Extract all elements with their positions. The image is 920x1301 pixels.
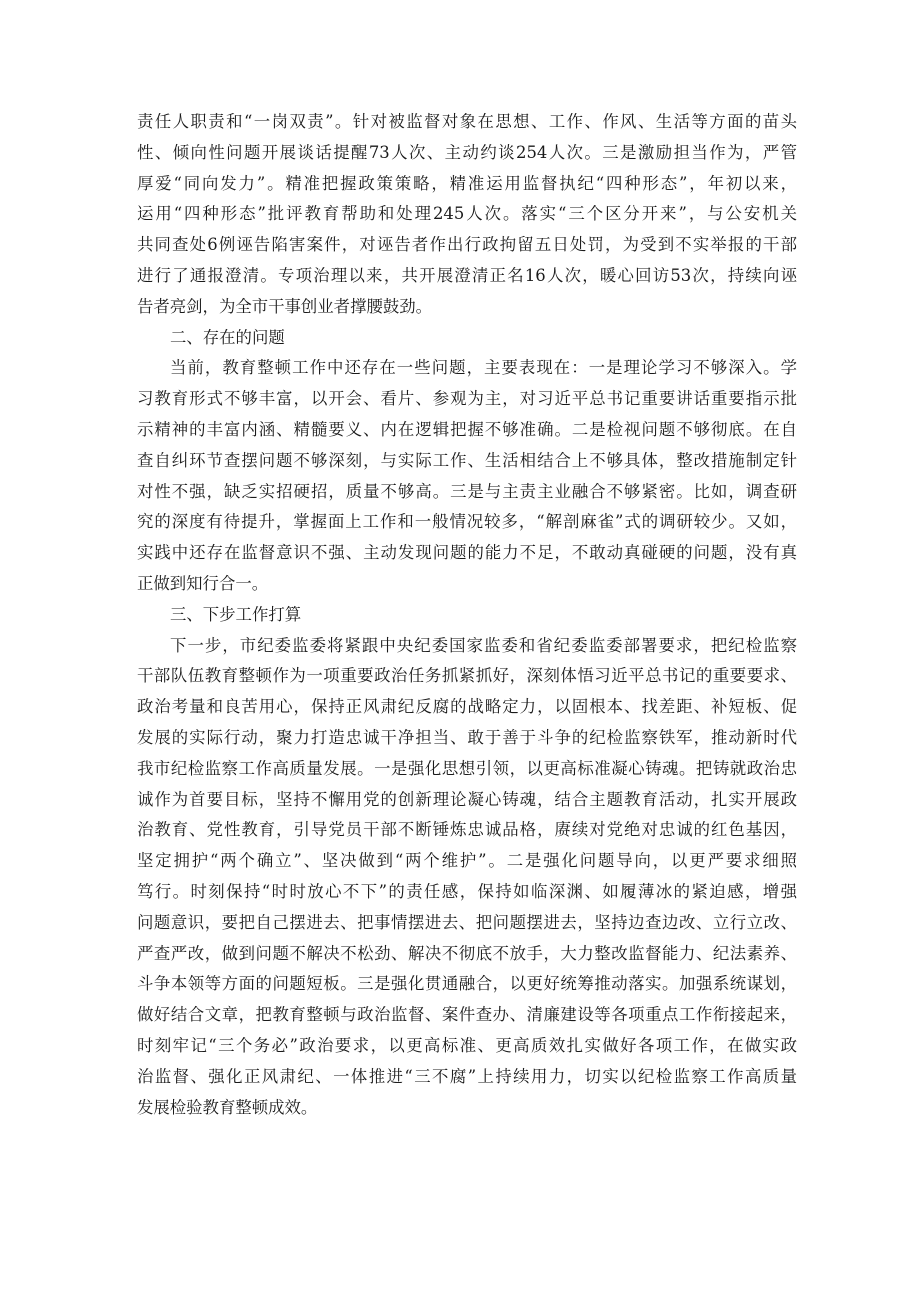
paragraph-line: 责任人职责和“一岗双责”。针对被监督对象在思想、工作、作风、生活等方面的苗头 [137, 112, 797, 131]
paragraph-line: 诚作为首要目标，坚持不懈用党的创新理论凝心铸魂，结合主题教育活动，扎实开展政 [137, 789, 797, 809]
paragraph-line: 我市纪检监察工作高质量发展。一是强化思想引领，以更高标准凝心铸魂。把铸就政治忠 [137, 758, 797, 778]
paragraph-line: 治监督、强化正风肃纪、一体推进“三不腐”上持续用力，切实以纪检监察工作高质量 [137, 1066, 797, 1086]
paragraph-line: 厚爱“同向发力”。精准把握政策策略，精准运用监督执纪“四种形态”，年初以来， [137, 173, 797, 193]
paragraph-line: 问题意识，要把自己摆进去、把事情摆进去、把问题摆进去，坚持边查边改、立行立改、 [137, 912, 797, 932]
paragraph-line: 干部队伍教育整顿作为一项重要政治任务抓紧抓好，深刻体悟习近平总书记的重要要求、 [137, 666, 797, 686]
document-page [137, 107, 797, 1123]
paragraph-line: 运用“四种形态”批评教育帮助和处理245人次。落实“三个区分开来”，与公安机关 [137, 204, 797, 224]
paragraph-line: 发展检验教育整顿成效。 [137, 1097, 318, 1117]
paragraph-line: 发展的实际行动，聚力打造忠诚干净担当、敢于善于斗争的纪检监察铁军，推动新时代 [137, 727, 797, 747]
paragraph-line: 查自纠环节查摆问题不够深刻，与实际工作、生活相结合上不够具体，整改措施制定针 [137, 450, 797, 470]
paragraph-line: 坚定拥护“两个确立”、坚决做到“两个维护”。二是强化问题导向，以更严要求细照 [137, 851, 797, 871]
paragraph-line: 究的深度有待提升，掌握面上工作和一般情况较多，“解剖麻雀”式的调研较少。又如， [137, 512, 797, 532]
paragraph-line: 示精神的丰富内涵、精髓要义、内在逻辑把握不够准确。二是检视问题不够彻底。在自 [137, 419, 797, 439]
paragraph-line: 性、倾向性问题开展谈话提醒73人次、主动约谈254人次。三是激励担当作为，严管 [137, 142, 797, 162]
paragraph-line: 政治考量和良苦用心，保持正风肃纪反腐的战略定力，以固根本、找差距、补短板、促 [137, 697, 797, 717]
paragraph-line: 共同查处6例诬告陷害案件，对诬告者作出行政拘留五日处罚，为受到不实举报的干部 [137, 235, 797, 255]
paragraph-line: 严查严改，做到问题不解决不松劲、解决不彻底不放手，大力整改监督能力、纪法素养、 [137, 943, 797, 963]
paragraph-line: 时刻牢记“三个务必”政治要求，以更高标准、更高质效扎实做好各项工作，在做实政 [137, 1035, 797, 1055]
paragraph-line: 正做到知行合一。 [137, 573, 269, 593]
paragraph-line: 治教育、党性教育，引导党员干部不断锤炼忠诚品格，赓续对党绝对忠诚的红色基因， [137, 820, 797, 840]
paragraph-line: 做好结合文章，把教育整顿与政治监督、案件查办、清廉建设等各项重点工作衔接起来， [137, 1005, 797, 1025]
paragraph-line: 斗争本领等方面的问题短板。三是强化贯通融合，以更好统筹推动落实。加强系统谋划， [137, 974, 797, 994]
paragraph-line: 下一步，市纪委监委将紧跟中央纪委国家监委和省纪委监委部署要求，把纪检监察 [170, 635, 797, 655]
paragraph-line: 当前，教育整顿工作中还存在一些问题，主要表现在：一是理论学习不够深入。学 [170, 358, 797, 378]
section-heading: 三、下步工作打算 [170, 604, 302, 624]
paragraph-line: 笃行。时刻保持“时时放心不下”的责任感，保持如临深渊、如履薄冰的紧迫感，增强 [137, 881, 797, 901]
paragraph-line: 进行了通报澄清。专项治理以来，共开展澄清正名16人次，暖心回访53次，持续向诬 [137, 265, 797, 285]
paragraph-line: 对性不强，缺乏实招硬招，质量不够高。三是与主责主业融合不够紧密。比如，调查研 [137, 481, 797, 501]
paragraph-line: 告者亮剑，为全市干事创业者撑腰鼓劲。 [137, 296, 433, 316]
section-heading: 二、存在的问题 [170, 327, 285, 347]
paragraph-line: 习教育形式不够丰富，以开会、看片、参观为主，对习近平总书记重要讲话重要指示批 [137, 389, 797, 409]
paragraph-line: 实践中还存在监督意识不强、主动发现问题的能力不足，不敢动真碰硬的问题，没有真 [137, 543, 797, 563]
